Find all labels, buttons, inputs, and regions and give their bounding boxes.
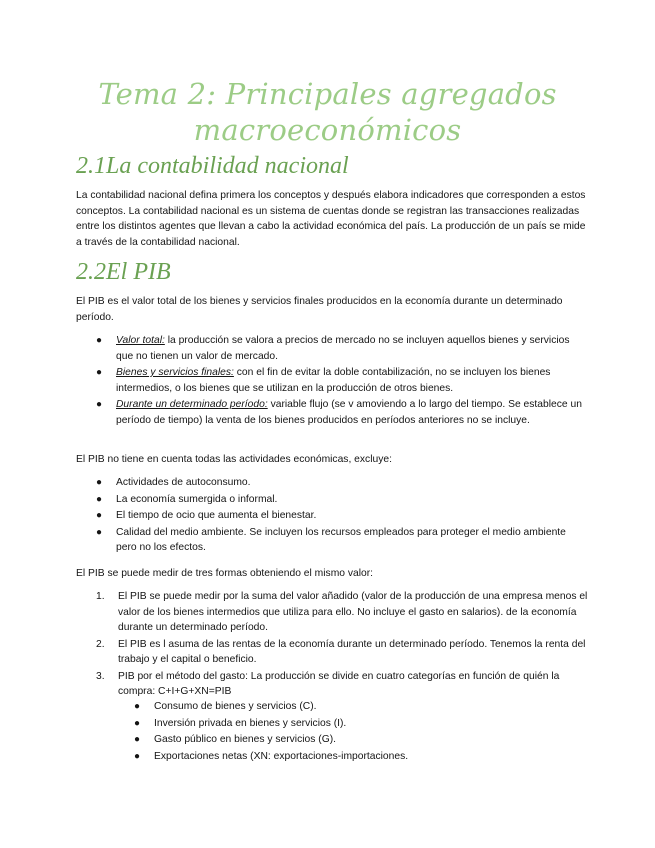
- list-item: [96, 475, 586, 491]
- list-item-text: Exportaciones netas (XN: exportaciones-importaciones.: [154, 750, 409, 762]
- bullet-icon: ●: [96, 367, 103, 378]
- list-item: [96, 397, 586, 428]
- paragraph-pib-intro: El PIB es el valor total de los bienes y servicios finales producidos en la economía durante un determinado período.: [76, 296, 563, 323]
- list-item: [98, 589, 588, 636]
- list-number: 2.: [96, 638, 105, 650]
- list-item: [134, 716, 584, 732]
- list-item-text: La economía sumergida o informal.: [116, 493, 278, 505]
- term: Valor total:: [116, 335, 165, 346]
- definition: variable flujo (se v amoviendo a lo largo del tiempo. Se establece un período de tiempo) la venta de los bienes producidos en períodos anteriores no se incluye.: [116, 399, 582, 426]
- title-line-1: Tema 2: Principales agregados: [98, 77, 557, 111]
- list-item: [96, 492, 586, 508]
- bullet-icon: ●: [96, 510, 103, 521]
- list-number: 1.: [96, 591, 105, 602]
- list-item: [134, 699, 584, 715]
- bullet-icon: ●: [96, 335, 103, 346]
- list-item: [98, 669, 588, 700]
- bullet-icon: ●: [134, 750, 141, 762]
- measure-list: [98, 589, 588, 701]
- list-item-text: Calidad del medio ambiente. Se incluyen los recursos empleados para proteger el medio ambiente pero no los efectos.: [116, 526, 566, 553]
- list-item-text: Gasto público en bienes y servicios (G).: [154, 734, 336, 745]
- list-item-text: Inversión privada en bienes y servicios (I).: [154, 717, 347, 729]
- list-number: 3.: [96, 670, 105, 682]
- paragraph-contabilidad: La contabilidad nacional defina primera los conceptos y después elabora indicadores que corresponden a estos conceptos. La contabilidad nacional es un sistema de cuentas donde se registran las transacciones realizadas entre los distintos agentes que llevan a cabo la actividad económica del país. La producción de un país se mide a través de la contabilidad nacional.: [76, 190, 586, 248]
- bullet-icon: ●: [134, 734, 141, 745]
- bullet-icon: ●: [96, 399, 103, 410]
- list-item: [134, 749, 584, 765]
- bullet-icon: ●: [96, 493, 103, 505]
- section-heading-pib: 2.2El PIB: [76, 259, 171, 285]
- list-item: [98, 637, 588, 668]
- bullet-icon: ●: [134, 701, 141, 712]
- excludes-list: [96, 475, 586, 557]
- list-item-text: El PIB es l asuma de las rentas de la economía durante un determinado período. Tenemos la renta del trabajo y el capital o beneficio.: [118, 638, 586, 665]
- list-item-text: PIB por el método del gasto: La producción se divide en cuatro categorías en función de quién la compra: C+I+G+XN=PIB: [118, 670, 560, 697]
- definition: la producción se valora a precios de mercado no se incluyen aquellos bienes y servicios que no tienen un valor de mercado.: [116, 335, 570, 362]
- list-item: [96, 508, 586, 524]
- list-item: [96, 525, 586, 556]
- paragraph-measure-intro: El PIB se puede medir de tres formas obteniendo el mismo valor:: [76, 568, 374, 579]
- title-line-2: macroeconómicos: [193, 113, 462, 147]
- bullet-icon: ●: [96, 477, 103, 488]
- bullet-icon: ●: [134, 717, 141, 729]
- pib-definition-list: [96, 333, 586, 429]
- list-item: [134, 732, 584, 748]
- term: Durante un determinado período:: [116, 399, 268, 410]
- bullet-icon: ●: [96, 526, 103, 538]
- list-item: [96, 365, 586, 396]
- term: Bienes y servicios finales:: [116, 367, 234, 378]
- section-heading-contabilidad: 2.1La contabilidad nacional: [76, 153, 349, 179]
- definition: con el fin de evitar la doble contabilización, no se incluyen los bienes intermedios, o los bienes que se utilizan en la producción de otros bienes.: [116, 367, 551, 394]
- spending-list: [134, 699, 584, 765]
- list-item-text: El tiempo de ocio que aumenta el bienestar.: [116, 510, 317, 521]
- list-item: [96, 333, 586, 364]
- list-item-text: El PIB se puede medir por la suma del valor añadido (valor de la producción de una empresa menos el valor de los bienes intermedios que utiliza para ello. No incluye el gasto en salarios). de la economía durante un determinado período.: [118, 591, 588, 633]
- document-title: [60, 76, 595, 148]
- paragraph-excludes-intro: El PIB no tiene en cuenta todas las actividades económicas, excluye:: [76, 454, 392, 465]
- list-item-text: Consumo de bienes y servicios (C).: [154, 701, 317, 712]
- list-item-text: Actividades de autoconsumo.: [116, 477, 251, 488]
